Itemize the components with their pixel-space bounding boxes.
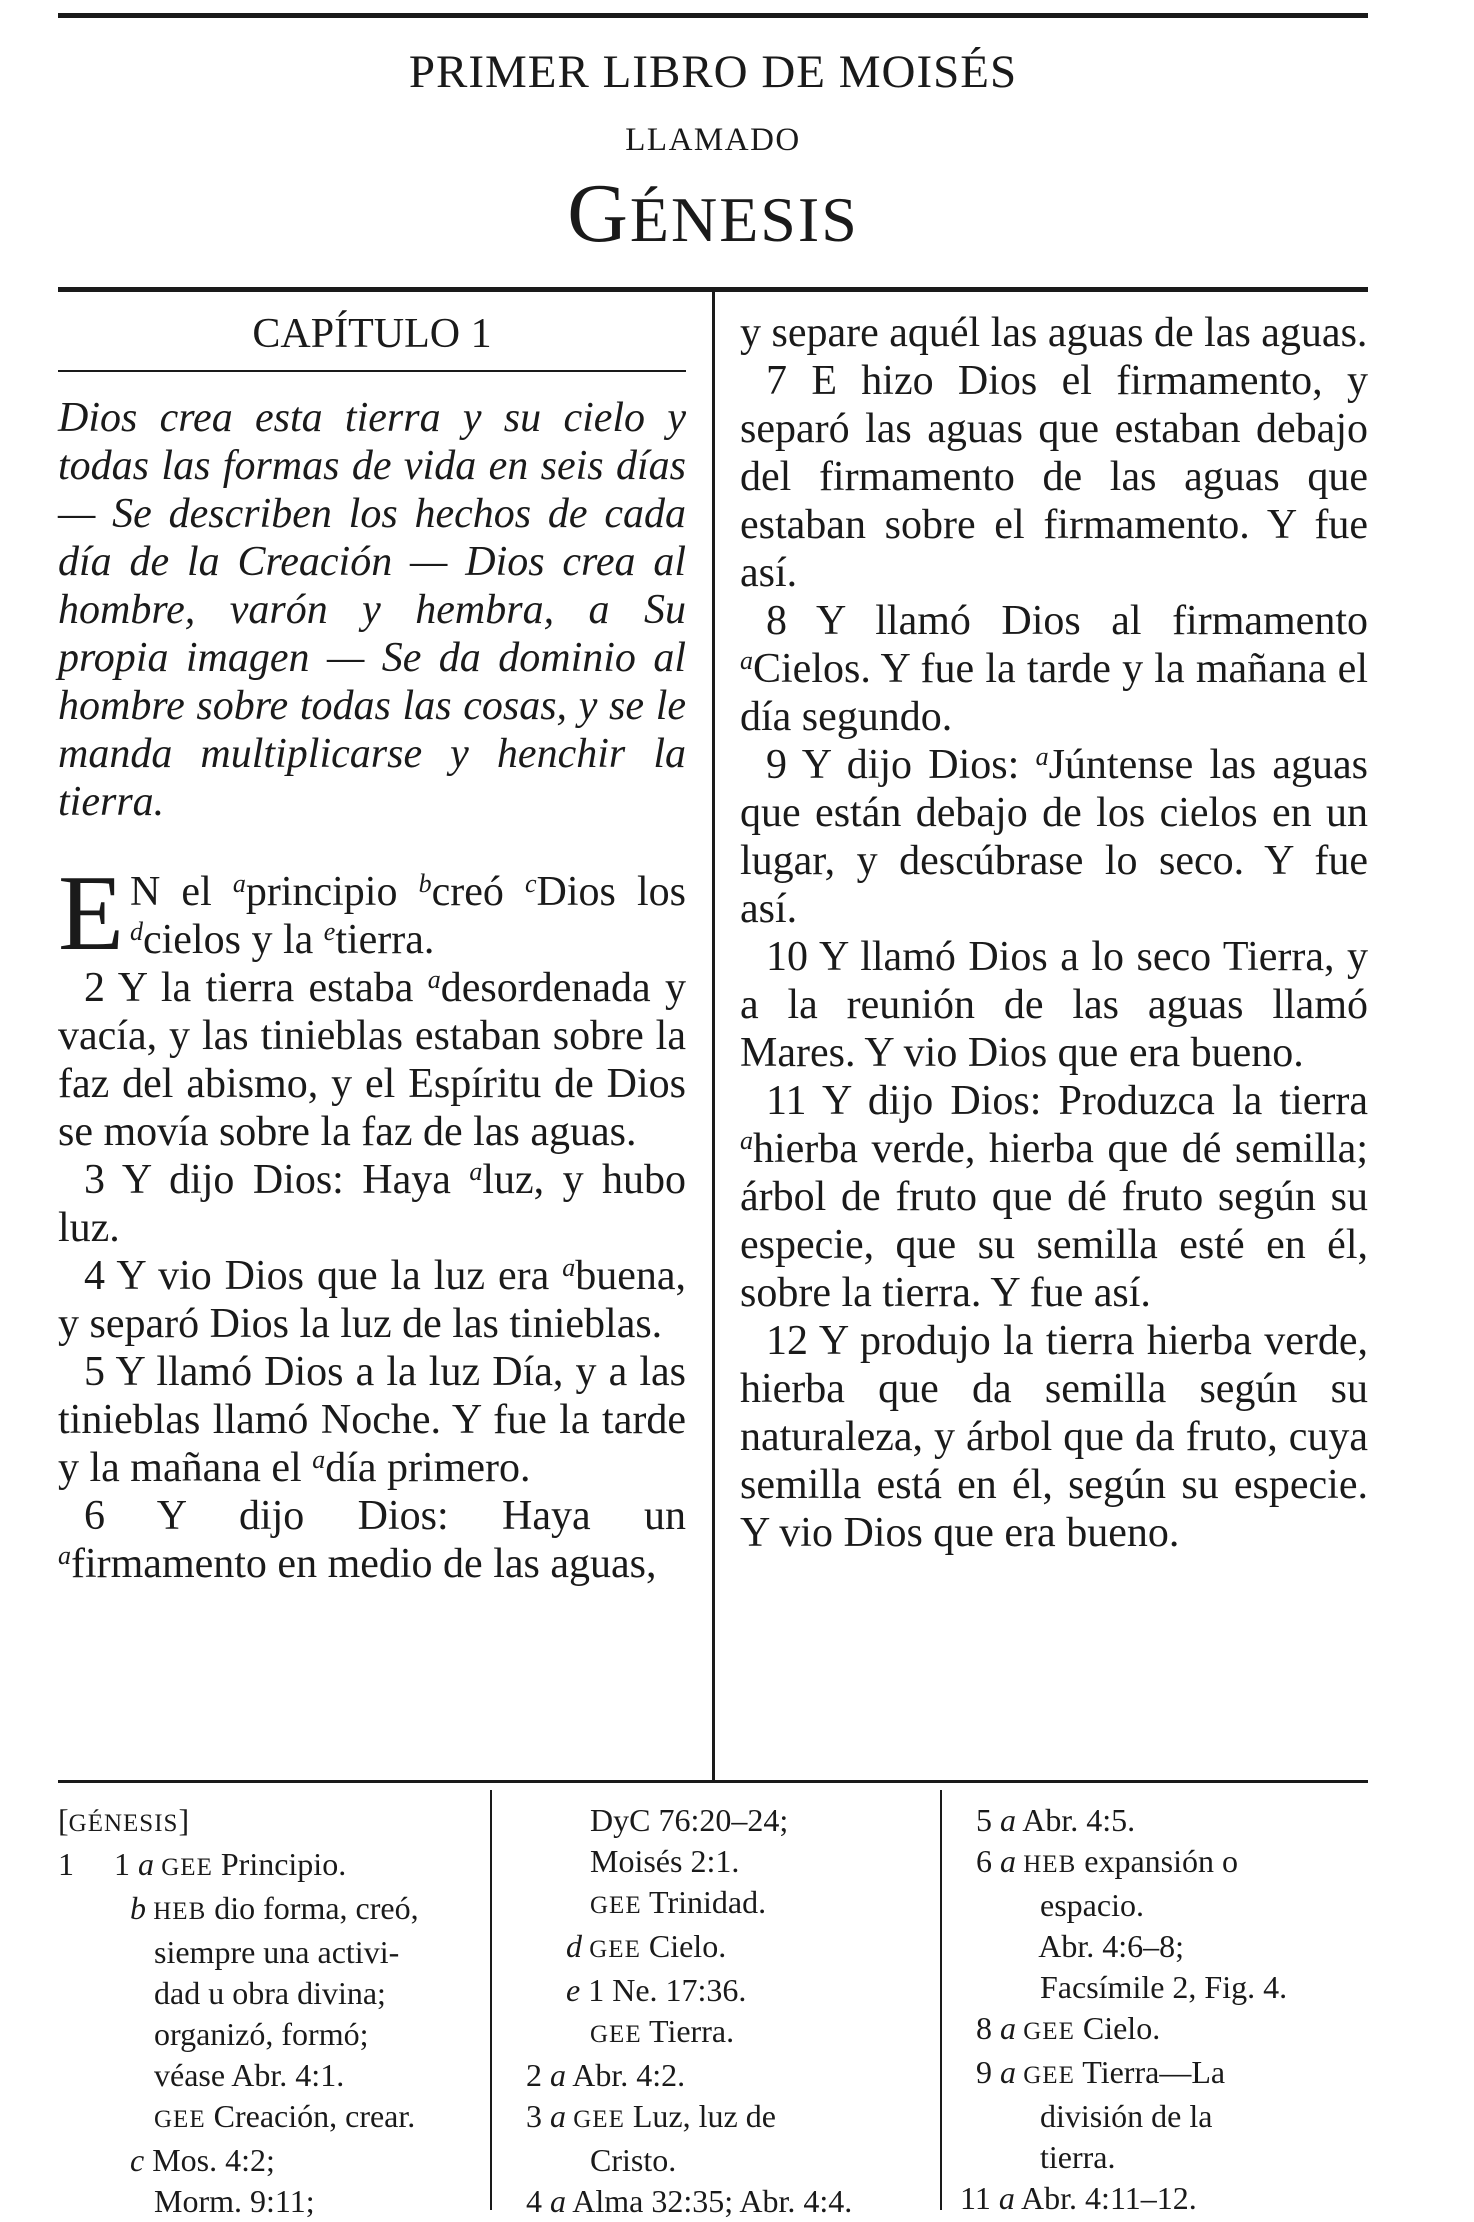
- verse-number: 6: [84, 1493, 105, 1539]
- verse-text: Y llamó Dios al firmamento: [787, 598, 1368, 644]
- footnote-line: [58, 2014, 478, 2055]
- footnote-line: [960, 1841, 1370, 1885]
- verse-number: 10: [766, 934, 808, 980]
- footnote-line: [510, 2096, 930, 2140]
- footnote-text: [510, 1972, 566, 2008]
- footnote-text: organizó, formó;: [58, 2016, 369, 2052]
- footnote-ref[interactable]: c: [524, 869, 537, 898]
- footnote-text: Abr. 4:2.: [566, 2057, 686, 2093]
- footnote-text: 5: [960, 1802, 1000, 1838]
- footnote-text: 2: [510, 2057, 550, 2093]
- verse-text: Y dijo Dios: Haya: [105, 1157, 470, 1203]
- book-name-initial: G: [567, 167, 630, 260]
- footnote-letter[interactable]: a: [998, 2180, 1015, 2216]
- footnote-ref[interactable]: a: [562, 1253, 576, 1282]
- verse-number: 2: [84, 965, 105, 1011]
- footnote-text: [510, 1884, 590, 1920]
- verse-text: buena, y separó Dios la luz de las tinieblas.: [58, 1253, 686, 1347]
- footnote-ref[interactable]: a: [312, 1445, 326, 1474]
- verse-text: Y la tierra estaba: [105, 965, 428, 1011]
- footnote-line: [510, 2181, 930, 2222]
- verse-number: 11: [766, 1078, 807, 1124]
- footnote-text: Alma 32:35; Abr. 4:4.: [566, 2183, 853, 2219]
- verse-text: hierba verde, hierba que dé semilla; árbol de fruto que dé fruto según su especie, que su semilla esté en él, sobre la tierra. Y fue así.: [740, 1126, 1368, 1316]
- footnote-text: espacio.: [960, 1887, 1144, 1923]
- footnote-line: [58, 2140, 478, 2181]
- verse-number: 5: [84, 1349, 105, 1395]
- footnote-line: [58, 1888, 478, 1932]
- footnote-line: [960, 2137, 1370, 2178]
- footnote-text: [510, 1928, 566, 1964]
- footnote-text: [58, 2098, 154, 2134]
- footnote-line: [960, 1800, 1370, 1841]
- verse-2: [58, 964, 686, 1156]
- verse-number: 4: [84, 1253, 105, 1299]
- footnote-ref[interactable]: a: [232, 869, 246, 898]
- verse-text: creó: [431, 869, 525, 915]
- verse-6-continued: y separe aquél las aguas de las aguas.: [740, 310, 1368, 356]
- footnote-line: [960, 2178, 1370, 2219]
- footnote-text: [58, 1890, 130, 1926]
- footnote-ref[interactable]: e: [323, 917, 336, 946]
- footnote-line: [960, 1967, 1370, 2008]
- footnote-text: Luz, luz de: [624, 2098, 776, 2134]
- footnote-text: Cielo.: [640, 1928, 727, 1964]
- verse-number: 9: [766, 742, 787, 788]
- footnote-text: Morm. 9:11;: [58, 2183, 315, 2219]
- footnote-source: GEE: [1016, 2018, 1075, 2045]
- footnote-text: 1 Ne. 17:36.: [580, 1972, 747, 2008]
- footnote-line: [58, 2181, 478, 2222]
- footnote-text: Creación, crear.: [205, 2098, 416, 2134]
- footnote-letter[interactable]: e: [566, 1972, 581, 2008]
- verse-number: 7: [766, 358, 787, 404]
- footnote-rule: [58, 1780, 1368, 1783]
- footnote-letter[interactable]: b: [130, 1890, 146, 1926]
- footnote-ref[interactable]: a: [58, 1541, 71, 1570]
- footnote-line: [960, 1885, 1370, 1926]
- verse-text: Y dijo Dios: Produzca la tierra: [806, 1078, 1368, 1124]
- footnote-text: Abr. 4:5.: [1016, 1802, 1136, 1838]
- footnote-ref[interactable]: b: [418, 869, 432, 898]
- verse-6: [58, 1492, 686, 1588]
- chapter-summary: Dios crea esta tierra y su cielo y todas las formas de vida en seis días — Se describen los hechos de cada día de la Creación — Dios crea al hombre, varón y hembra, a Su propia imagen — Se da dominio al hombre sobre todas las cosas, y se le manda multiplicarse y henchir la tierra.: [58, 395, 686, 825]
- verse-text: firmamento en medio de las aguas,: [71, 1541, 657, 1587]
- footnote-text: 9: [960, 2054, 1000, 2090]
- footnote-source: GEE: [154, 1854, 213, 1881]
- footnotes-column-2: [510, 1800, 930, 2222]
- footnote-source: GEE: [1016, 2062, 1075, 2089]
- footnote-text: véase Abr. 4:1.: [58, 2057, 345, 2093]
- verse-text: Y llamó Dios a lo seco Tierra, y a la reunión de las aguas llamó Mares. Y vio Dios que era bueno.: [740, 934, 1368, 1076]
- footnote-line: [510, 1970, 930, 2011]
- footnote-letter[interactable]: a: [1000, 1802, 1016, 1838]
- footnote-letter[interactable]: a: [1000, 2010, 1016, 2046]
- footnote-letter[interactable]: c: [130, 2142, 145, 2178]
- footnote-text: Trinidad.: [641, 1884, 767, 1920]
- footnote-ref[interactable]: a: [740, 1126, 753, 1155]
- footnote-letter[interactable]: a: [1000, 2054, 1016, 2090]
- footnote-letter[interactable]: d: [566, 1928, 582, 1964]
- footnote-text: 11: [960, 2180, 999, 2216]
- footnote-source: GÉNESIS: [68, 1810, 179, 1837]
- footnote-ref[interactable]: a: [1035, 742, 1049, 771]
- footnote-ref[interactable]: a: [740, 646, 753, 675]
- footnote-text: 3: [510, 2098, 550, 2134]
- footnote-ref[interactable]: a: [469, 1157, 483, 1186]
- chapter-title: CAPÍTULO 1: [252, 311, 492, 357]
- book-name-rest: ÉNESIS: [629, 184, 859, 255]
- footnote-letter[interactable]: a: [550, 2098, 566, 2134]
- right-column: [740, 309, 1368, 1557]
- footnote-line: [510, 1841, 930, 1882]
- footnote-text: Principio.: [212, 1846, 347, 1882]
- book-name: [58, 165, 1368, 262]
- footnote-divider: [490, 1790, 492, 2210]
- verse-3: [58, 1156, 686, 1252]
- footnote-text: ]: [178, 1802, 190, 1838]
- footnote-text: expansión o: [1076, 1843, 1238, 1879]
- verse-text: Y llamó Dios a la luz Día, y a las tinieblas llamó Noche. Y fue la tarde y la mañana el: [58, 1349, 686, 1491]
- footnote-text: Cielo.: [1074, 2010, 1161, 2046]
- verse-text: Y vio Dios que la luz era: [105, 1253, 563, 1299]
- left-column: [58, 300, 686, 1588]
- verse-number: 12: [766, 1318, 808, 1364]
- book-title: PRIMER LIBRO DE MOISÉS: [408, 46, 1018, 98]
- verse-text: luz, y hubo luz.: [58, 1157, 686, 1251]
- footnote-ref[interactable]: a: [427, 965, 441, 994]
- verse-10: [740, 933, 1368, 1077]
- verse-text: N el: [129, 869, 233, 915]
- footnote-text: Facsímile 2, Fig. 4.: [960, 1969, 1288, 2005]
- verse-text: Y produjo la tierra hierba verde, hierba que da semilla según su naturaleza, y árbol que da fruto, cuya semilla está en él, según su especie. Y vio Dios que era bueno.: [740, 1318, 1368, 1556]
- footnote-source: GEE: [582, 1936, 641, 1963]
- footnote-text: 6: [960, 1843, 1000, 1879]
- footnote-line: [960, 2096, 1370, 2137]
- footnote-source: HEB: [1016, 1851, 1077, 1878]
- verse-number: 3: [84, 1157, 105, 1203]
- footnote-line: [58, 1973, 478, 2014]
- footnote-letter[interactable]: a: [550, 2183, 566, 2219]
- footnote-text: dad u obra divina;: [58, 1975, 386, 2011]
- verse-text: E hizo Dios el firmamento, y separó las aguas que estaban debajo del firmamento de las aguas que estaban sobre el firmamento. Y fue así.: [740, 358, 1368, 596]
- footnote-ref[interactable]: d: [129, 917, 143, 946]
- footnote-text: Mos. 4:2;: [144, 2142, 275, 2178]
- footnote-text: [: [58, 1802, 69, 1838]
- verse-number: 8: [766, 598, 787, 644]
- footnote-text: 1 1: [58, 1846, 138, 1882]
- footnote-text: siempre una activi-: [58, 1934, 400, 1970]
- footnote-line: [510, 1800, 930, 1841]
- footnote-text: Tierra.: [641, 2013, 735, 2049]
- verse-text: Dios los: [536, 869, 686, 915]
- book-subtitle: LLAMADO: [625, 122, 801, 158]
- footnote-text: Moisés 2:1.: [510, 1843, 740, 1879]
- verse-12: [740, 1317, 1368, 1557]
- drop-cap: E: [58, 854, 124, 973]
- footnote-text: Cristo.: [510, 2142, 677, 2178]
- footnote-text: [510, 2013, 590, 2049]
- verse-8: [740, 597, 1368, 741]
- footnote-text: dio forma, creó,: [206, 1890, 419, 1926]
- footnote-line: [510, 2055, 930, 2096]
- verse-7: [740, 357, 1368, 597]
- footnote-line: [960, 2008, 1370, 2052]
- footnote-line: [58, 1800, 478, 1844]
- footnote-text: DyC 76:20–24;: [510, 1802, 789, 1838]
- verse-text: cielos y la: [142, 917, 324, 963]
- verse-text: Júntense las aguas que están debajo de los cielos en un lugar, y descúbrase lo seco. Y fue así.: [740, 742, 1368, 932]
- footnote-divider: [940, 1790, 942, 2210]
- chapter-rule: [58, 370, 686, 372]
- footnote-line: [510, 2011, 930, 2055]
- footnote-line: [510, 2140, 930, 2181]
- footnote-text: 4: [510, 2183, 550, 2219]
- verse-9: [740, 741, 1368, 933]
- footnote-letter[interactable]: a: [550, 2057, 566, 2093]
- footnote-line: [58, 2055, 478, 2096]
- footnote-text: Abr. 4:6–8;: [960, 1928, 1185, 1964]
- footnotes-column-1: [58, 1800, 478, 2222]
- footnote-text: [58, 2142, 130, 2178]
- footnote-source: HEB: [146, 1898, 207, 1925]
- verse-11: [740, 1077, 1368, 1317]
- verse-5: [58, 1348, 686, 1492]
- footnote-text: división de la: [960, 2098, 1213, 2134]
- footnote-line: [510, 1882, 930, 1926]
- footnote-line: [58, 1932, 478, 1973]
- footnote-line: [58, 2096, 478, 2140]
- verse-text: Y dijo Dios:: [787, 742, 1036, 788]
- footnote-text: Abr. 4:11–12.: [1014, 2180, 1197, 2216]
- footnote-source: GEE: [590, 1892, 642, 1919]
- verse-4: [58, 1252, 686, 1348]
- footnote-text: Tierra—La: [1074, 2054, 1226, 2090]
- footnote-source: GEE: [566, 2106, 625, 2133]
- footnote-letter[interactable]: a: [138, 1846, 154, 1882]
- top-rule: [58, 13, 1368, 18]
- footnote-text: 8: [960, 2010, 1000, 2046]
- verse-text: Y dijo Dios: Haya un: [105, 1493, 686, 1539]
- footnote-line: [510, 1926, 930, 1970]
- verse-text: desordenada y vacía, y las tinieblas estaban sobre la faz del abismo, y el Espíritu de Dios se movía sobre la faz de las aguas.: [58, 965, 686, 1155]
- footnotes-column-3: [960, 1800, 1370, 2219]
- footnote-text: tierra.: [960, 2139, 1116, 2175]
- footnote-source: GEE: [154, 2106, 206, 2133]
- footnote-line: [960, 1926, 1370, 1967]
- footnote-letter[interactable]: a: [1000, 1843, 1016, 1879]
- footnote-line: [960, 2052, 1370, 2096]
- verse-text: día primero.: [325, 1445, 531, 1491]
- footnote-line: [58, 1844, 478, 1888]
- column-divider: [712, 292, 715, 1782]
- verse-text: principio: [245, 869, 419, 915]
- verse-text: Cielos. Y fue la tarde y la mañana el día segundo.: [740, 646, 1368, 740]
- verse-text: tierra.: [335, 917, 435, 963]
- footnote-source: GEE: [590, 2021, 642, 2048]
- verse-1: [58, 854, 686, 973]
